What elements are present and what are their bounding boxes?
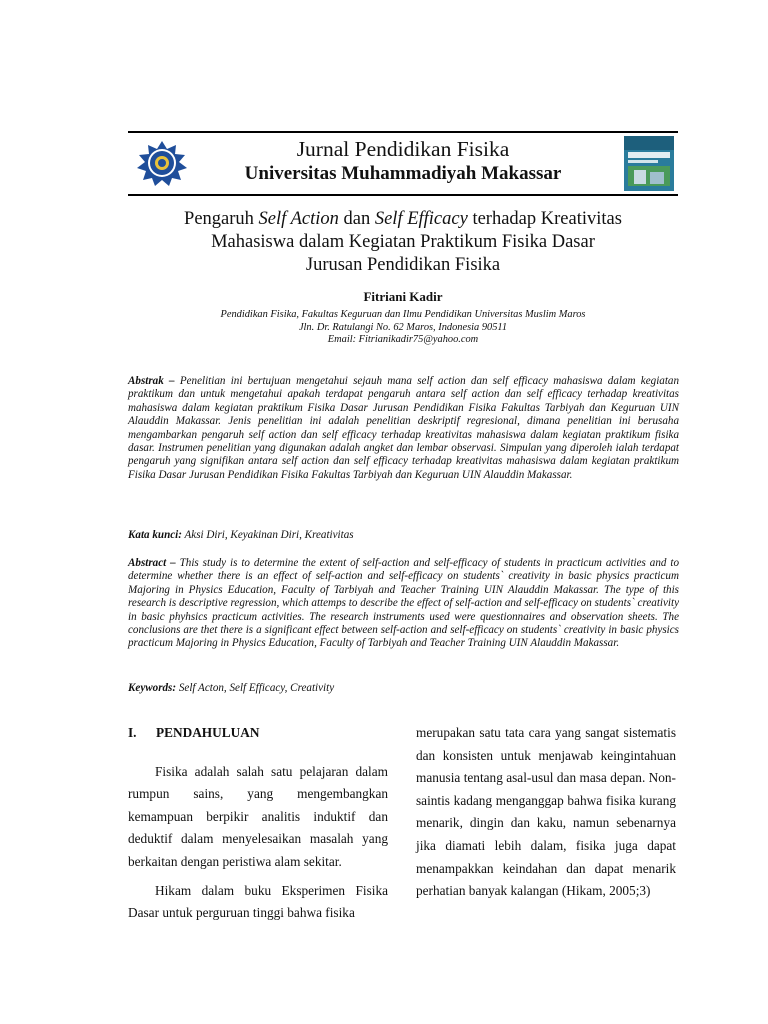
journal-name: Jurnal Pendidikan Fisika	[296, 137, 510, 161]
title-line-1: Pengaruh Self Action dan Self Efficacy terhadap Kreativitas	[184, 209, 622, 229]
keywords-english: Keywords: Self Acton, Self Efficacy, Creativity	[128, 682, 335, 694]
journal-header	[128, 131, 678, 196]
section-number: I.	[128, 725, 137, 740]
author-affiliation: Pendidikan Fisika, Fakultas Keguruan dan Ilmu Pendidikan Universitas Muslim Maros Jln. Dr. Ratulangi No. 62 Maros, Indonesia 90511 Email: Fitrianikadir75@yahoo.com	[128, 309, 678, 347]
abstract-english: Abstract – This study is to determine the extent of self-action and self-efficacy of students in practicum activities and to determine whether there is an effect of self-action and self-efficacy on students` creativity in basic physics practicum Majoring in Physics Education, Faculty of Tarbiyah and Teacher Training UIN Alauddin Makassar. The type of this research is descriptive regression, which attemps to describe the effect of self-action and self-efficacy on students` creativity in basic phyhsics practicum activities. The research instruments used were questionnaires and observation sheets. The conclusions are thet there is a significant effect between self-action and self-efficacy on students` creativity in basic physics practicum Majoring in Physics Education, Faculty of Tarbiyah and Teacher Training UIN Alauddin Makassar.	[128, 557, 679, 650]
title-line-3: Jurusan Pendidikan Fisika	[305, 255, 501, 275]
article-title	[118, 208, 688, 277]
university-name: Universitas Muhammadiyah Makassar	[244, 163, 562, 184]
body-paragraph: Hikam dalam buku Eksperimen Fisika Dasar untuk perguruan tinggi bahwa fisika	[128, 882, 388, 921]
title-line-2: Mahasiswa dalam Kegiatan Praktikum Fisika Dasar	[211, 232, 595, 252]
section-heading	[128, 722, 388, 745]
journal-cover-icon	[624, 136, 674, 191]
author-email: Email: Fitrianikadir75@yahoo.com	[327, 334, 479, 345]
body-paragraph: merupakan satu tata cara yang sangat sistematis dan konsisten untuk menjawab keingintahuan manusia tentang asal-usul dan masa depan. Non-saintis kadang menganggap bahwa fisika kurang menarik, dingin dan kaku, namun sebenarnya jika diamati lebih dalam, fisika juga dapat menampakkan keindahan dan dapat menarik perhatian banyak kalangan (Hikam, 2005;3)	[416, 725, 676, 899]
section-title: PENDAHULUAN	[156, 725, 260, 740]
author-name: Fitriani Kadir	[363, 289, 443, 304]
body-paragraph: Fisika adalah salah satu pelajaran dalam rumpun sains, yang mengembangkan kemampuan berpikir analitis induktif dan deduktif dalam menyelesaikan masalah yang berkaitan dengan peristiwa alam sekitar.	[128, 763, 388, 869]
body-left-column	[128, 722, 388, 925]
keywords-indonesian: Kata kunci: Aksi Diri, Keyakinan Diri, Kreativitas	[128, 529, 354, 541]
body-right-column	[416, 722, 676, 903]
abstract-indonesian: Abstrak – Penelitian ini bertujuan mengetahui sejauh mana self action dan self efficacy mahasiswa dalam kegiatan praktikum dan untuk mengetahui apakah terdapat pengaruh antara self action dan self efficacy terhadap kreativitas mahasiswa dalam kegiatan praktikum Fisika Dasar Jurusan Pendidikan Fisika Fakultas Tarbiyah dan Keguruan UIN Alauddin Makassar. Jenis penelitian ini adalah penelitian deskriptif regresional, dimana penelitian ini berusaha mengambarkan pengaruh self action dan self efficacy terhadap kreativitas mahasiswa dalam kegiatan praktikum fisika dasar. Instrumen penelitian yang digunakan adalah angket dan lembar observasi. Simpulan yang diperoleh ialah terdapat pengaruh yang signifikan antara self action dan self efficacy terhadap kreativitas mahasiswa dalam kegiatan praktikum Fisika Dasar Jurusan Pendidikan Fisika Fakultas Tarbiyah dan Keguruan UIN Alauddin Makassar.	[128, 375, 679, 481]
